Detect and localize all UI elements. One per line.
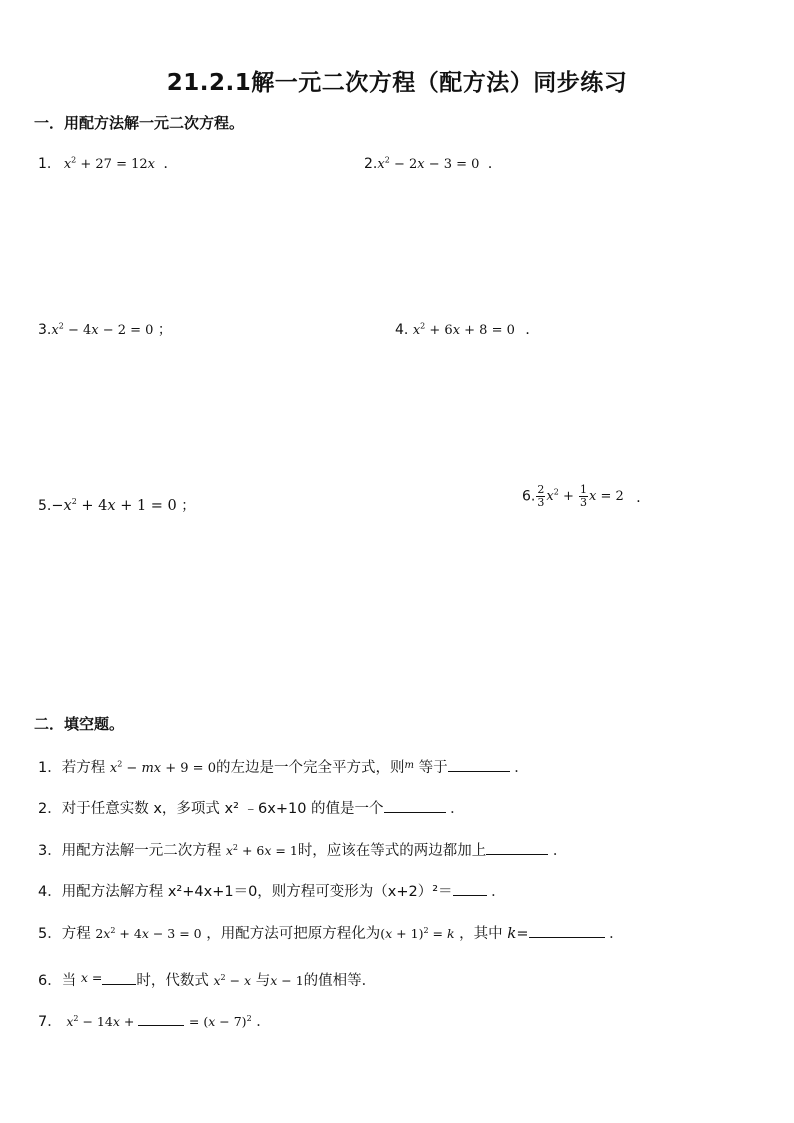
equation: $x^2 + 27 = 12x$ — [63, 155, 156, 172]
equation: $-x^2 + 4x + 1 = 0$ — [51, 497, 177, 514]
answer-blank[interactable] — [448, 757, 510, 772]
problem-4 — [395, 319, 539, 339]
item-number: 6． — [38, 973, 62, 989]
answer-blank[interactable] — [384, 798, 446, 813]
problem-number: 6. — [522, 488, 536, 505]
item-text: 时，代数式 — [136, 973, 209, 989]
problem-2 — [364, 153, 502, 173]
item-number: 1． — [38, 760, 62, 776]
problem-end: ； — [181, 498, 196, 514]
item-text: 用配方法解一元二次方程 — [61, 843, 222, 859]
item-text: 与 — [255, 973, 271, 989]
equation: $x^2$ − mx + 9 = 0 — [109, 759, 216, 776]
equation: $x^2 - 14x$ + — [66, 1013, 139, 1029]
equation: $x^2 - 2x - 3 = 0$ — [377, 155, 480, 172]
section-heading-1: 一．用配方法解一元二次方程。 — [34, 114, 245, 132]
item-text: 的值相等． — [303, 973, 377, 989]
problem-end: ． — [163, 156, 178, 172]
answer-blank[interactable] — [486, 840, 548, 855]
equation: = $(x - 7)^2$ — [188, 1013, 252, 1029]
equation: $x^2 - x$ — [213, 972, 252, 988]
item-number: 7． — [38, 1014, 62, 1030]
variable: k — [507, 924, 517, 942]
item-text: ，用配方法可把原方程化为 — [206, 926, 381, 942]
fill-item-5 — [38, 922, 624, 943]
problem-number: 5. — [38, 498, 52, 514]
problem-number: 1. — [38, 156, 52, 172]
section-heading-2: 二．填空题。 — [34, 715, 125, 733]
variable: m — [404, 760, 414, 771]
item-number: 3． — [38, 843, 62, 859]
item-text: 的左边是一个完全平方式，则 — [215, 760, 405, 776]
item-text: = — [516, 926, 529, 942]
problem-end: ． — [487, 156, 502, 172]
equation: $x^2 + 6x = 1$ — [225, 842, 298, 858]
item-end: ． — [256, 1014, 271, 1030]
fill-item-7 — [38, 1010, 271, 1031]
equation: $x^2 - 4x - 2 = 0$ — [51, 321, 154, 338]
answer-blank[interactable] — [529, 923, 605, 938]
item-text: 方程 — [61, 926, 91, 942]
item-text: 用配方法解方程 x²+4x+1＝0，则方程可变形为（x+2）²＝ — [61, 884, 453, 900]
answer-blank[interactable] — [102, 970, 136, 985]
fill-item-3 — [38, 839, 567, 860]
problem-5 — [38, 495, 195, 515]
item-number: 4． — [38, 884, 62, 900]
problem-number: 3. — [38, 322, 52, 338]
problem-end: ； — [157, 322, 172, 338]
item-end: ． — [552, 843, 568, 859]
equation: $\frac{2}{3}$ $x^2$ + $\frac{1}{3}$ x = 2 — [537, 483, 624, 509]
answer-blank[interactable] — [453, 881, 487, 896]
item-end: ． — [450, 801, 465, 817]
equation: x − 1 — [270, 973, 304, 988]
fill-item-4 — [38, 880, 506, 901]
equation: x = — [80, 970, 103, 985]
problem-number: 2. — [364, 156, 378, 172]
equation: $x^2 + 6x + 8 = 0$ — [412, 321, 515, 338]
item-text: 若方程 — [61, 760, 106, 776]
item-end: ． — [491, 884, 506, 900]
problem-3 — [38, 319, 172, 339]
item-text: 对于任意实数 x，多项式 x² ﹣6x+10 的值是一个 — [61, 801, 384, 817]
equation: $2x^2 + 4x - 3 = 0$ — [95, 925, 202, 941]
page-title: 21.2.1解一元二次方程（配方法）同步练习 — [166, 70, 628, 96]
equation: $(x + 1)^2 = k$ — [380, 925, 455, 941]
item-end: ． — [609, 926, 624, 942]
problem-end: ． — [525, 322, 540, 338]
problem-1 — [38, 153, 177, 173]
item-text: 当 — [61, 973, 77, 989]
problem-end: ． — [636, 489, 651, 506]
item-end: ． — [514, 760, 529, 776]
item-number: 2． — [38, 801, 62, 817]
fill-item-6 — [38, 969, 376, 990]
problem-6 — [522, 484, 650, 509]
item-text: 时，应该在等式的两边都加上 — [297, 843, 487, 859]
item-text: 等于 — [418, 760, 448, 776]
fill-item-2 — [38, 797, 465, 818]
fill-item-1 — [38, 756, 529, 777]
problem-number: 4. — [395, 322, 409, 338]
item-text: ，其中 — [459, 926, 503, 942]
answer-blank[interactable] — [138, 1011, 184, 1026]
item-number: 5． — [38, 926, 62, 942]
